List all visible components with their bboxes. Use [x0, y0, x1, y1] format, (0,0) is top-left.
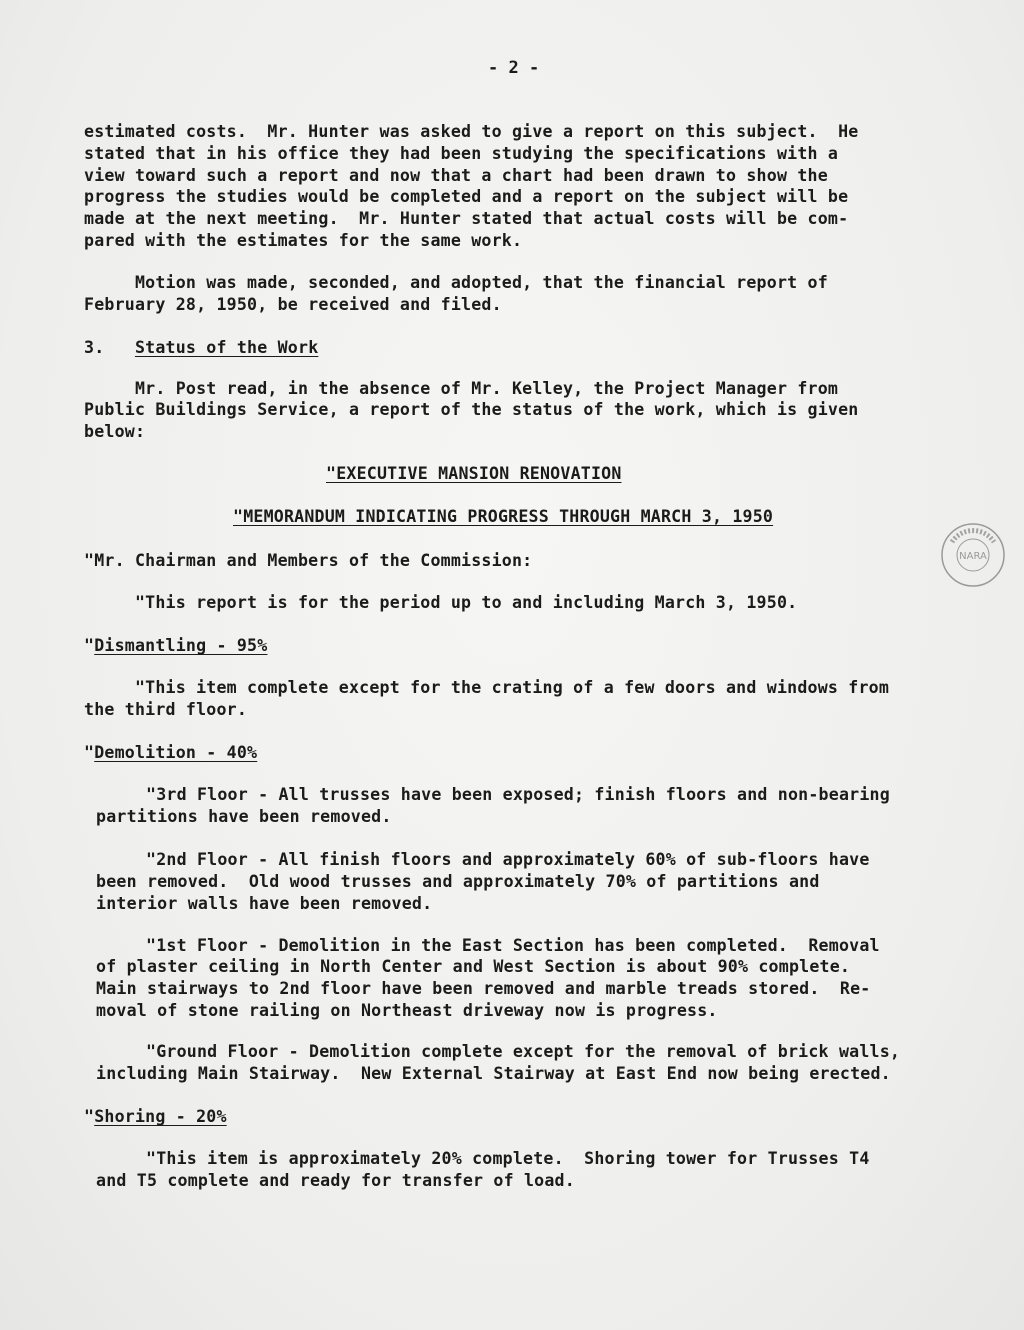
floor3-line: partitions have been removed.: [96, 807, 392, 826]
paragraph1-line: made at the next meeting. Mr. Hunter stated that actual costs will be com-: [84, 209, 849, 228]
floor2-line: interior walls have been removed.: [96, 894, 433, 913]
shoring-line: "This item is approximately 20% complete. Shoring tower for Trusses T4: [146, 1149, 870, 1168]
svg-text:NARA: NARA: [959, 551, 987, 562]
paragraph1-line: view toward such a report and now that a chart had been drawn to show the: [84, 166, 828, 185]
demolition-heading-text: Demolition - 40%: [94, 743, 258, 762]
section3-number: 3.: [84, 338, 135, 357]
paragraph2-line: February 28, 1950, be received and filed.: [84, 295, 502, 314]
dismantling-heading: "Dismantling - 95%: [84, 636, 268, 655]
page-number: - 2 -: [488, 58, 540, 78]
floor1-line: moval of stone railing on Northeast driveway now is progress.: [96, 1001, 718, 1020]
ground-floor-line: including Main Stairway. New External Stairway at East End now being erected.: [96, 1064, 891, 1083]
paragraph2-line: Motion was made, seconded, and adopted, that the financial report of: [84, 273, 828, 292]
paragraph3-line: Public Buildings Service, a report of the status of the work, which is given: [84, 400, 859, 419]
ground-floor-line: "Ground Floor - Demolition complete except for the removal of brick walls,: [146, 1042, 901, 1061]
floor2-line: "2nd Floor - All finish floors and approximately 60% of sub-floors have: [146, 850, 870, 869]
memo-subtitle: "MEMORANDUM INDICATING PROGRESS THROUGH MARCH 3, 1950: [233, 507, 774, 526]
floor1-line: Main stairways to 2nd floor have been removed and marble treads stored. Re-: [96, 979, 871, 998]
dismantling-heading-text: Dismantling - 95%: [94, 636, 268, 655]
salutation: "Mr. Chairman and Members of the Commission:: [84, 551, 533, 570]
section3-heading: [84, 337, 318, 359]
shoring-heading: "Shoring - 20%: [84, 1107, 227, 1126]
floor3-line: "3rd Floor - All trusses have been exposed; finish floors and non-bearing: [146, 785, 890, 804]
paragraph3-line: Mr. Post read, in the absence of Mr. Kelley, the Project Manager from: [84, 379, 839, 398]
dismantling-line: the third floor.: [84, 700, 248, 719]
paragraph1-line: pared with the estimates for the same work.: [84, 231, 523, 250]
floor1-line: of plaster ceiling in North Center and West Section is about 90% complete.: [96, 957, 851, 976]
memo-title: "EXECUTIVE MANSION RENOVATION: [326, 464, 622, 483]
shoring-line: and T5 complete and ready for transfer of load.: [96, 1171, 575, 1190]
library-stamp-icon: [940, 522, 1006, 588]
section3-title: Status of the Work: [134, 338, 319, 357]
paragraph1-line: progress the studies would be completed and a report on the subject will be: [84, 187, 849, 206]
paragraph1-line: stated that in his office they had been studying the specifications with a: [84, 144, 839, 163]
shoring-heading-text: Shoring - 20%: [94, 1107, 227, 1126]
paragraph1-line: estimated costs. Mr. Hunter was asked to give a report on this subject. He: [84, 122, 859, 141]
paragraph3-line: below:: [84, 422, 146, 441]
dismantling-line: "This item complete except for the crating of a few doors and windows from: [84, 678, 890, 697]
demolition-heading: "Demolition - 40%: [84, 743, 258, 762]
floor2-line: been removed. Old wood trusses and approximately 70% of partitions and: [96, 872, 820, 891]
document-body: [84, 0, 944, 1290]
floor1-line: "1st Floor - Demolition in the East Section has been completed. Removal: [146, 936, 880, 955]
intro-line: "This report is for the period up to and including March 3, 1950.: [84, 593, 798, 612]
